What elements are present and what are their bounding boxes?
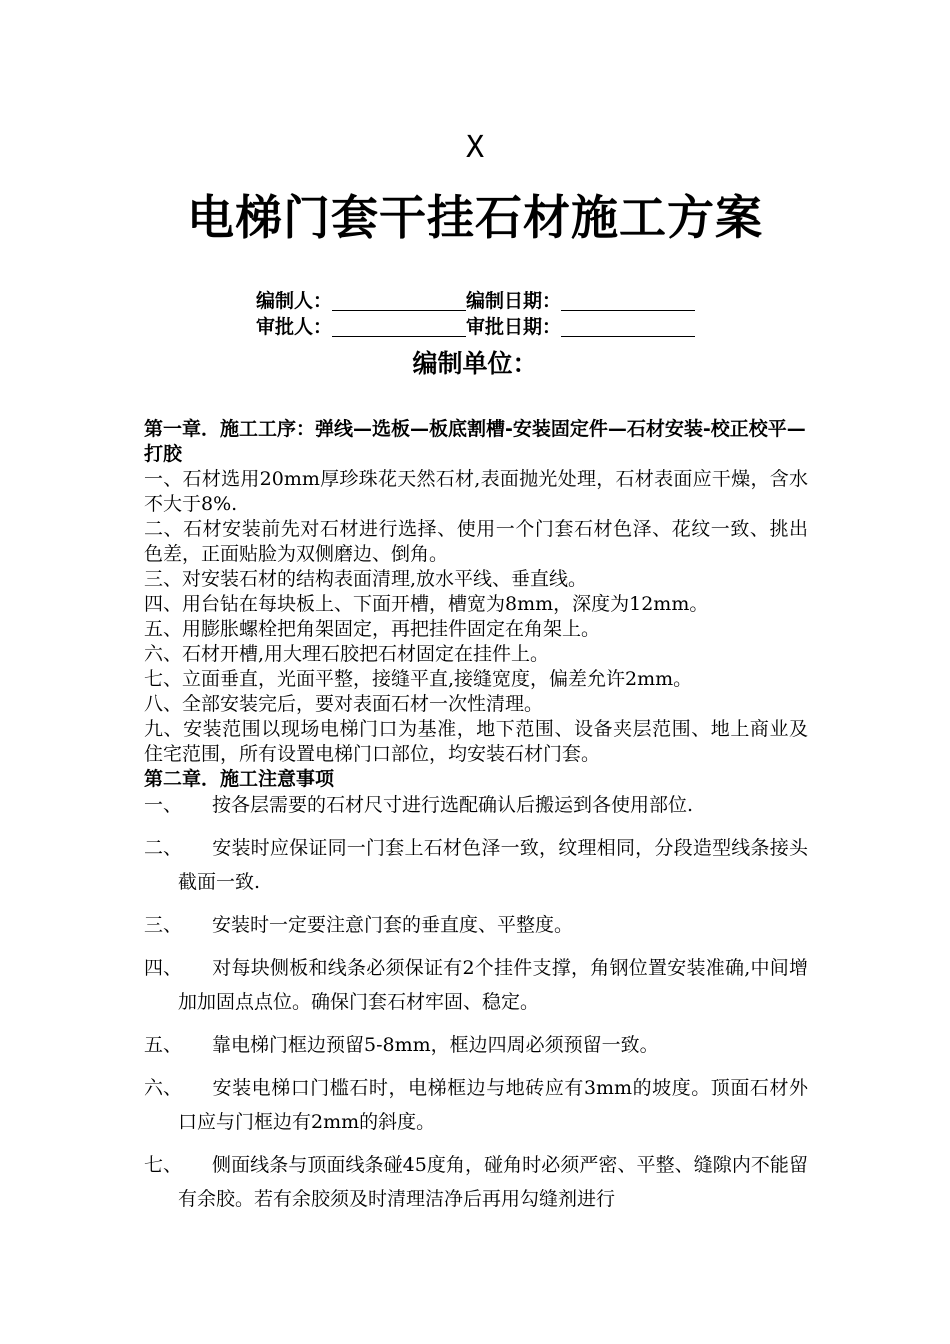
- item-text: 靠电梯门框边预留5-8mm，框边四周必须预留一致。: [212, 1034, 659, 1056]
- chapter-two-item: [144, 831, 808, 899]
- approve-date-label: 审批日期：: [466, 316, 562, 338]
- chapter-one-item: 六、石材开槽,用大理石胶把石材固定在挂件上。: [144, 643, 550, 665]
- chapter-one-item: 七、立面垂直，光面平整，接缝平直,接缝宽度，偏差允许2mm。: [144, 668, 693, 690]
- item-number: 七、: [144, 1154, 183, 1176]
- compiler-row: [256, 288, 695, 314]
- item-text: 对每块侧板和线条必须保证有2个挂件支撑，角钢位置安装准确,中间增加加固点点位。确保门套石材牢固、稳定。: [178, 957, 808, 1013]
- chapter-one-heading: 第一章．施工工序：弹线—选板—板底割槽-安装固定件—石材安装-校正校平—打胶: [144, 418, 806, 465]
- item-text: 按各层需要的石材尺寸进行选配确认后搬运到各使用部位.: [212, 794, 694, 816]
- item-number: 二、: [144, 837, 183, 859]
- item-text: 侧面线条与顶面线条碰45度角，碰角时必须严密、平整、缝隙内不能留有余胶。若有余胶须及时清理洁净后再用勾缝剂进行: [178, 1154, 808, 1210]
- chapter-two-item: [144, 1071, 808, 1139]
- compiler-label: 编制人：: [256, 290, 333, 312]
- chapter-one-item: 八、全部安装完后，要对表面石材一次性清理。: [144, 693, 544, 715]
- chapter-two-heading: 第二章．施工注意事项: [144, 768, 335, 790]
- chapter-two-item: [144, 1148, 808, 1216]
- chapter-two-item: [144, 788, 808, 822]
- compile-date-label: 编制日期：: [466, 290, 562, 312]
- chapter-two-item: [144, 908, 808, 942]
- chapter-two-item: [144, 951, 808, 1019]
- item-text: 安装时一定要注意门套的垂直度、平整度。: [212, 914, 574, 936]
- item-number: 一、: [144, 794, 183, 816]
- chapter-one-item: 三、对安装石材的结构表面清理,放水平线、垂直线。: [144, 568, 588, 590]
- item-number: 四、: [144, 957, 183, 979]
- chapter-two-item: [144, 1028, 808, 1062]
- item-text: 安装时应保证同一门套上石材色泽一致，纹理相同，分段造型线条接头截面一致.: [178, 837, 808, 893]
- document-mark: X: [465, 130, 485, 165]
- approver-row: [256, 314, 695, 340]
- chapter-two-list: [144, 788, 808, 1225]
- approver-label: 审批人：: [256, 316, 333, 338]
- compile-date-blank: [561, 290, 695, 311]
- item-text: 安装电梯口门槛石时，电梯框边与地砖应有3mm的坡度。顶面石材外口应与门框边有2mm的斜度。: [178, 1077, 808, 1133]
- chapter-one-item: 四、用台钻在每块板上、下面开槽，槽宽为8mm，深度为12mm。: [144, 593, 709, 615]
- document-title: 电梯门套干挂石材施工方案: [187, 191, 763, 246]
- chapter-one-item: 二、石材安装前先对石材进行选择、使用一个门套石材色泽、花纹一致、挑出色差，正面贴脸为双侧磨边、倒角。: [144, 518, 808, 565]
- approver-blank: [332, 316, 466, 337]
- item-number: 六、: [144, 1077, 183, 1099]
- item-number: 三、: [144, 914, 183, 936]
- item-number: 五、: [144, 1034, 183, 1056]
- compiler-blank: [332, 290, 466, 311]
- chapter-one-section: [144, 417, 808, 792]
- approve-date-blank: [561, 316, 695, 337]
- chapter-one-item: 九、安装范围以现场电梯门口为基准，地下范围、设备夹层范围、地上商业及住宅范围，所有设置电梯门口部位，均安装石材门套。: [144, 718, 808, 765]
- chapter-one-item: 五、用膨胀螺栓把角架固定，再把挂件固定在角架上。: [144, 618, 601, 640]
- compile-unit-label: 编制单位：: [412, 349, 538, 378]
- chapter-one-item: 一、石材选用20mm厚珍珠花天然石材,表面抛光处理，石材表面应干燥，含水不大于8%.: [144, 468, 808, 515]
